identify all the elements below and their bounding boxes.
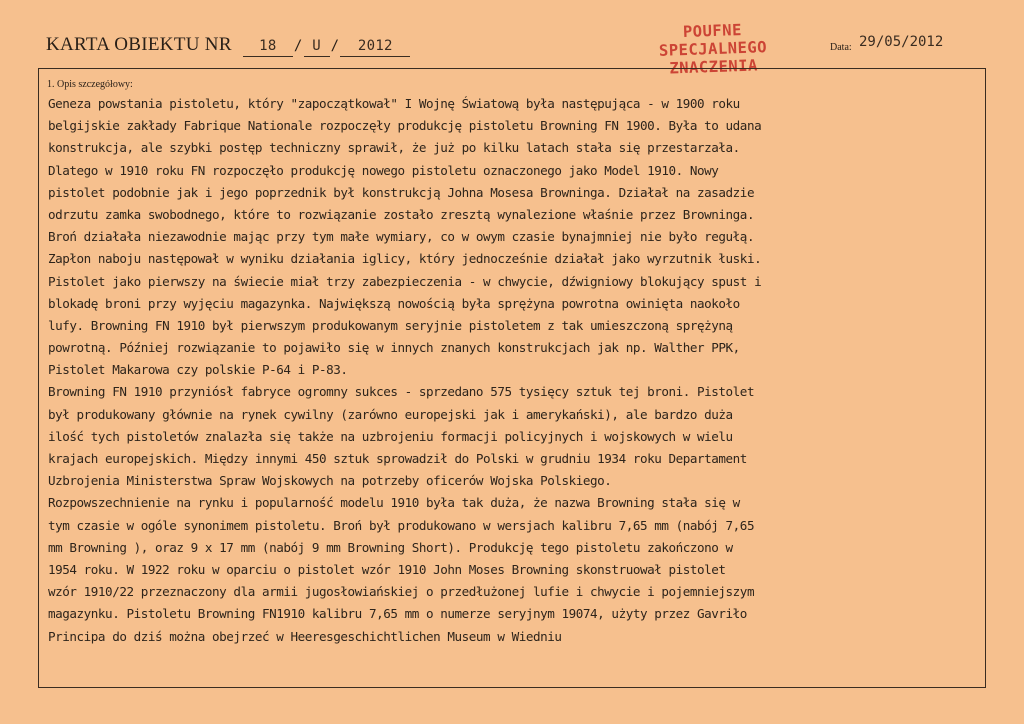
description-line: wzór 1910/22 przeznaczony dla armii jugosłowiańskiej o przedłużonej lufie i chwycie i pojemniejszym [48,584,755,600]
description-line: Browning FN 1910 przyniósł fabryce ogromny sukces - sprzedano 575 tysięcy sztuk tej broni. Pistolet [48,384,755,400]
card-number-part1: 18 [243,37,293,57]
description-line: belgijskie zakłady Fabrique Nationale rozpoczęły produkcję pistoletu Browning FN 1900. Była to udana [48,118,762,134]
card-number-part2: U [304,37,330,57]
description-line: mm Browning ), oraz 9 x 17 mm (nabój 9 mm Browning Short). Produkcję tego pistoletu zakończono w [48,539,733,555]
card-number-part3: 2012 [340,37,410,57]
date-label: Data: [830,42,852,53]
stamp-line: ZNACZENIA [669,56,759,78]
description-line: Principa do dziś można obejrzeć w Heeresgeschichtlichen Museum w Wiedniu [48,628,562,644]
number-separator: / [330,38,340,54]
description-line: 1954 roku. W 1922 roku w oparciu o pistolet wzór 1910 John Moses Browning skonstruował pistolet [48,561,726,577]
description-line: tym czasie w ogóle synonimem pistoletu. Broń był produkowano w wersjach kalibru 7,65 mm (nabój 7,65 [48,517,755,533]
description-line: magazynku. Pistoletu Browning FN1910 kalibru 7,65 mm o numerze seryjnym 19074, użyty przez Gavriło [48,606,747,622]
description-line: Pistolet Makarowa czy polskie P-64 i P-83. [48,362,348,378]
stamp-line: POUFNE [682,20,743,42]
description-line: Zapłon naboju następował w wyniku działania iglicy, który jednocześnie działał jako wyrzutnik łuski. [48,251,762,267]
description-line: Pistolet jako pierwszy na świecie miał trzy zabezpieczenia - w chwycie, dźwigniowy blokujący spust i [48,273,762,289]
card-title-label: KARTA OBIEKTU NR [46,34,232,55]
description-line: Dlatego w 1910 roku FN rozpoczęło produkcję nowego pistoletu oznaczonego jako Model 1910. Nowy [48,162,719,178]
description-line: powrotną. Później rozwiązanie to pojawiło się w innych znanych konstrukcjach jak np. Walther PPK, [48,340,740,356]
section-label: 1. Opis szczegółowy: [47,79,133,90]
description-line: Uzbrojenia Ministerstwa Spraw Wojskowych na potrzeby oficerów Wojska Polskiego. [48,473,612,489]
description-text [48,93,974,648]
stamp-line: SPECJALNEGO [658,38,768,60]
card-title [46,34,410,57]
description-line: lufy. Browning FN 1910 był pierwszym produkowanym seryjnie pistoletem z tak umieszczoną sprężyną [48,317,733,333]
date-value: 29/05/2012 [859,34,944,50]
description-line: Geneza powstania pistoletu, który "zapoczątkował" I Wojnę Światową była następująca - w 1900 roku [48,96,740,111]
description-line: ilość tych pistoletów znalazła się także na uzbrojeniu formacji policyjnych i wojskowych w wielu [48,428,733,444]
description-line: był produkowany głównie na rynek cywilny (zarówno europejski jak i amerykański), ale bardzo duża [48,406,733,422]
description-line: Broń działała niezawodnie mając przy tym małe wymiary, co w owym czasie bynajmniej nie było regułą. [48,229,755,245]
description-line: konstrukcja, ale szybki postęp techniczny sprawił, że już po kilku latach stała się przestarzała. [48,140,740,156]
description-line: odrzutu zamka swobodnego, które to rozwiązanie zostało zresztą wynalezione właśnie przez Browninga. [48,206,755,222]
description-line: pistolet podobnie jak i jego poprzednik był konstrukcją Johna Mosesa Browninga. Działał na zasadzie [48,184,755,200]
number-separator: / [293,38,303,54]
description-line: krajach europejskich. Między innymi 450 sztuk sprowadził do Polski w grudniu 1934 roku Departament [48,451,747,466]
description-line: blokadę broni przy wyjęciu magazynka. Największą nowością była sprężyna powrotna owinięta naokoło [48,295,740,311]
description-line: Rozpowszechnienie na rynku i popularność modelu 1910 była tak duża, że nazwa Browning stała się w [48,495,740,511]
